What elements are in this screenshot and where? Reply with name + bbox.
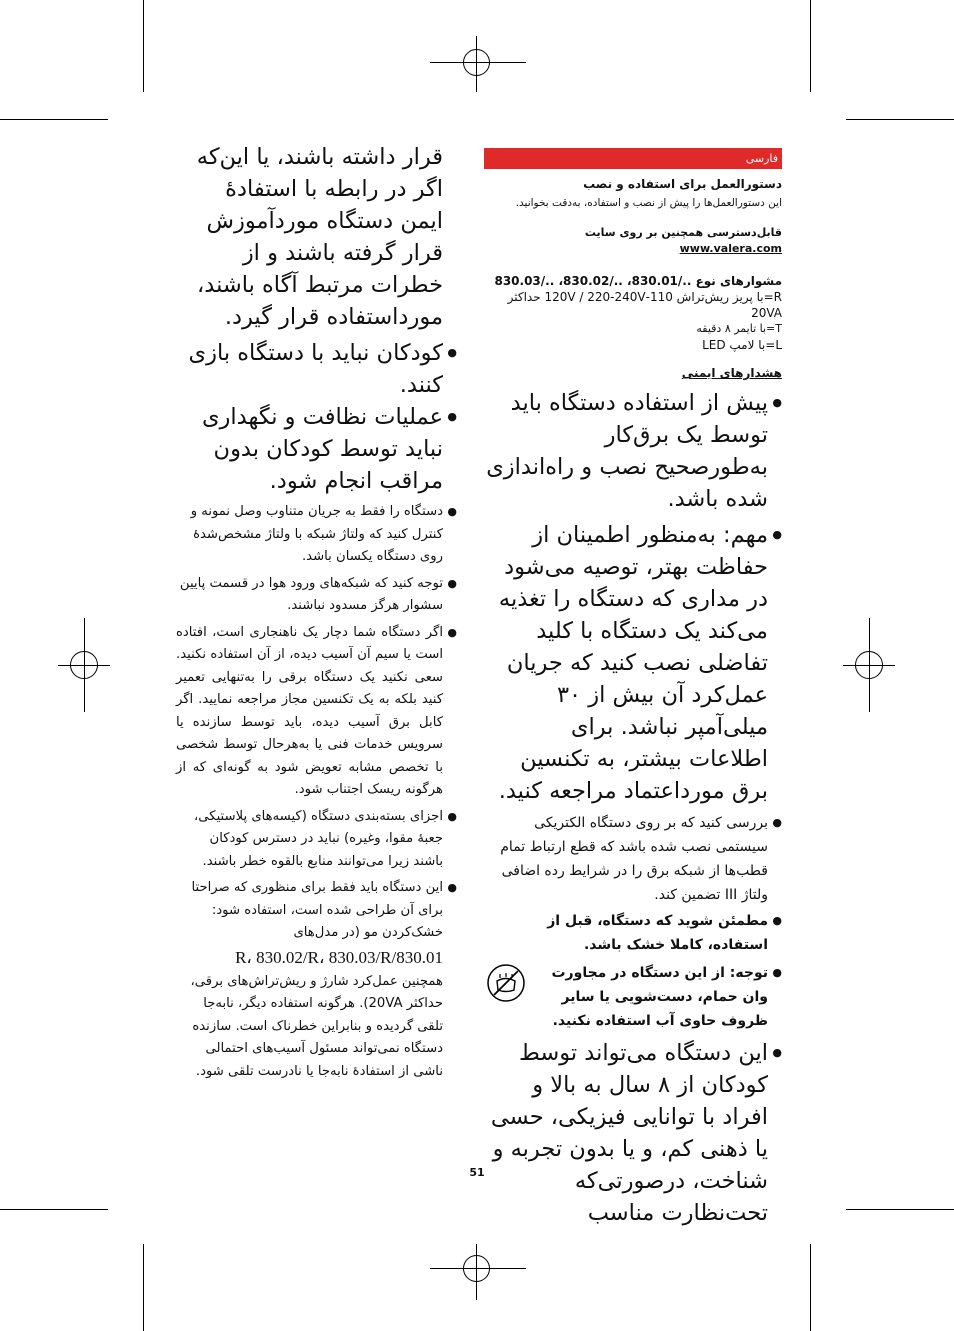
list-item: ● کودکان نباید با دستگاه بازی کنند. xyxy=(176,337,457,401)
left-column xyxy=(176,141,457,1083)
website-label: قابل‌دسترسی همچنین بر روی سایت xyxy=(584,226,782,239)
list-item: ● مطمئن شوید که دستگاه، قبل از استفاده، کاملا خشک باشد. xyxy=(486,909,782,957)
crop-mark-top-right-h xyxy=(846,119,954,120)
model-t: T=با تایمر ۸ دقیقه xyxy=(696,322,782,335)
models-heading: مشوارهای نوع ../830.01، ../830.02، ../830.03 xyxy=(494,274,782,288)
list-item: ● اگر دستگاه شما دچار یک ناهنجاری است، افتاده است یا سیم آن آسیب دیده، از آن استفاده نکنید. سعی نکنید یک دستگاه برقی را به‌تنهایی تعمیر کنید بلکه به یک تکنسین مجاز مراجعه نمایید. اگر کابل برق آسیب دیده، باید توسط سازنده یا سرویس خدمات فنی یا به‌هرحال توسط شخصی با تخصص مشابه تعویض شود به گونه‌ای که از هرگونه ریسک اجتناب شود. xyxy=(176,622,457,802)
list-item: ● این دستگاه می‌تواند توسط کودکان از ۸ سال به بالا و افراد با توانایی فیزیکی، حسی یا ذهنی کم، و یا بدون تجربه و شناخت، درصورتی‌که تحت‌نظارت مناسب xyxy=(486,1037,782,1229)
safety-heading: هشدارهای ایمنی xyxy=(681,366,782,380)
list-item: ● مهم: به‌منظور اطمینان از حفاظت بهتر، توصیه می‌شود در مداری که دستگاه را تغذیه می‌کند یک دستگاه با کلید تفاضلی نصب کنید که جریان عمل‌کرد آن بیش از ۳۰ میلی‌آمپر نباشد. برای اطلاعات بیشتر، به تکنسین برق مورداعتماد مراجعه کنید. xyxy=(486,519,782,807)
model-l: L=با لامپ LED xyxy=(702,338,782,352)
right-column xyxy=(486,176,782,1229)
list-item: ● دستگاه را فقط به جریان متناوب وصل نمونه و کنترل کنید که ولتاژ شبکه با ولتاژ مشخص‌شدهٔ روی دستگاه یکسان باشد. xyxy=(176,501,457,569)
no-water-warning-icon xyxy=(486,963,526,1011)
website-url[interactable]: www.valera.com xyxy=(679,242,782,255)
crop-mark-bottom-left-h xyxy=(0,1209,108,1210)
page-number: 51 xyxy=(469,1166,485,1179)
section-title: دستورالعمل برای استفاده و نصب xyxy=(583,177,782,191)
left-list xyxy=(176,337,457,1083)
list-item: ● پیش از استفاده دستگاه باید توسط یک برق‌کار به‌طورصحیح نصب و راه‌اندازی شده باشد. xyxy=(486,387,782,515)
model-codes: 830.01/R، 830.02/R، 830.03/R xyxy=(235,947,443,967)
model-r: R=با پریز ریش‌تراش 110-120V / 220-240V حداکثر 20VA xyxy=(507,290,782,320)
continuation-text: قرار داشته باشند، یا این‌که اگر در رابطه با استفادهٔ ایمن دستگاه موردآموزش قرار گرفته باشند و از خطرات مرتبط آگاه باشند، مورداستفاده قرار گیرد. xyxy=(196,144,443,330)
list-item: ● توجه: از این دستگاه در مجاورت وان حمام، دست‌شویی یا سایر ظروف حاوی آب استفاده نکنید. xyxy=(486,961,782,1033)
intro-text: این دستورالعمل‌ها را پیش از نصب و استفاده، به‌دقت بخوانید. xyxy=(515,197,782,209)
website-line xyxy=(486,225,782,257)
list-item: ● بررسی کنید که بر روی دستگاه الکتریکی سیستمی نصب شده باشد که قطع ارتباط تمام قطب‌ها از شبکه برق را در شرایط رده اضافی ولتاژ III تضمین کند. xyxy=(486,811,782,907)
list-item: ● عملیات نظافت و نگهداری نباید توسط کودکان بدون مراقب انجام شود. xyxy=(176,401,457,497)
crop-mark-top-right-v xyxy=(810,0,811,92)
crop-mark-bottom-right-h xyxy=(846,1209,954,1210)
list-item: ● توجه کنید که شبکه‌های ورود هوا در قسمت پایین سشوار هرگز مسدود نباشند. xyxy=(176,573,457,618)
crop-mark-top-left-h xyxy=(0,119,108,120)
crop-mark-bottom-right-v xyxy=(810,1244,811,1331)
crop-mark-bottom-left-v xyxy=(143,1244,144,1331)
language-bar: فارسی xyxy=(484,148,782,169)
list-item: ● اجزای بسته‌بندی دستگاه (کیسه‌های پلاستیکی، جعبهٔ مقوا، وغیره) نباید در دسترس کودکان باشند زیرا می‌توانند منابع بالقوه خطر باشند. xyxy=(176,806,457,874)
list-item: ● این دستگاه باید فقط برای منظوری که صراحتا برای آن طراحی شده است، استفاده شود: خشک‌کردن مو (در مدل‌های 830.01/R، 830.02/R، 830.03/R همچنین عمل‌کرد شارژ و ریش‌تراش‌های برقی، حداکثر 20VA). هرگونه استفاده دیگر، نابه‌جا تلقی گردیده و بنابراین خطرناک است. سازنده دستگاه نمی‌تواند مسئول آسیب‌های احتمالی ناشی از استفادهٔ نابه‌جا یا نادرست تلقی شود. xyxy=(176,877,457,1083)
safety-list xyxy=(486,387,782,1229)
crop-mark-top-left-v xyxy=(143,0,144,92)
